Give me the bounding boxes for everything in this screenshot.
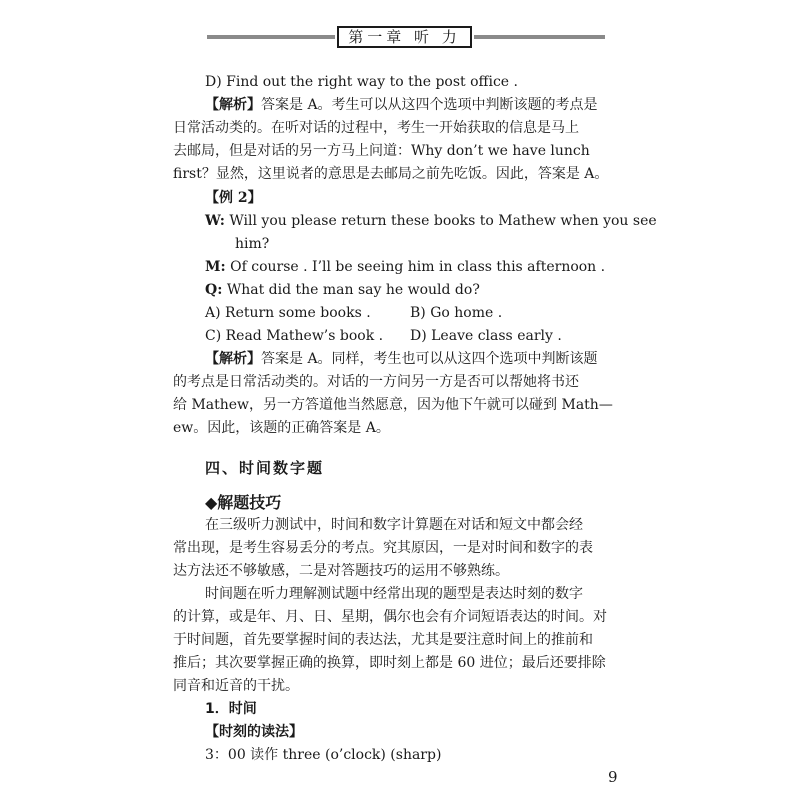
analysis-1-line-2: 日常活动类的。在听对话的过程中，考生一开始获取的信息是马上 [173, 120, 579, 136]
speaker-w-label: W: [205, 213, 225, 229]
analysis-1-label: 【解析】 [205, 97, 261, 113]
tips-heading: ◆解题技巧 [205, 493, 282, 512]
analysis-1-line-3: 去邮局，但是对话的另一方马上问道：Why don’t we have lunch [173, 143, 590, 159]
prev-option-d: D) Find out the right way to the post office . [205, 74, 518, 90]
dialog-w-line-1 [205, 210, 657, 233]
para-1-line-3: 达方法还不够敏感，二是对答题技巧的运用不够熟练。 [173, 563, 509, 579]
analysis-1-line-1 [205, 94, 598, 117]
para-2-line-2: 的计算，或是年、月、日、星期，偶尔也会有介词短语表达的时间。对 [173, 609, 607, 625]
analysis-2-line-3: 给 Mathew，另一方答道他当然愿意，因为他下午就可以碰到 Math— [173, 397, 613, 413]
analysis-2-text: 答案是 A。同样，考生也可以从这四个选项中判断该题 [261, 351, 598, 367]
section-four-title: 四、时间数字题 [205, 459, 325, 477]
analysis-1-line-4: first？显然，这里说者的意思是去邮局之前先吃饭。因此，答案是 A。 [173, 166, 609, 182]
question-line [205, 279, 480, 302]
question-label: Q: [205, 282, 223, 298]
header-rule-right [474, 35, 605, 39]
subsection-time: 1．时间 [205, 701, 257, 717]
option-b: B) Go home . [410, 305, 503, 321]
para-2-line-3: 于时间题，首先要掌握时间的表达法，尤其是要注意时间上的推前和 [173, 632, 593, 648]
time-reading-label: 【时刻的读法】 [205, 724, 303, 740]
dialog-m-line [205, 256, 605, 279]
option-c: C) Read Mathew’s book . [205, 328, 384, 344]
speaker-w-text: Will you please return these books to Mathew when you see [229, 213, 657, 229]
analysis-2-line-2: 的考点是日常活动类的。对话的一方问另一方是否可以帮她将书还 [173, 374, 579, 390]
chapter-title: 第一章 听 力 [337, 26, 472, 48]
para-1-line-2: 常出现，是考生容易丢分的考点。究其原因，一是对时间和数字的表 [173, 540, 593, 556]
para-2-line-4: 推后；其次要掌握正确的换算，即时刻上都是 60 进位；最后还要排除 [173, 655, 606, 671]
option-a: A) Return some books . [205, 305, 371, 321]
time-example: 3：00 读作 three (o’clock) (sharp) [205, 747, 442, 763]
header-rule-left [207, 35, 335, 39]
question-text: What did the man say he would do? [226, 282, 480, 298]
analysis-2-line-1 [205, 348, 598, 371]
analysis-1-text: 答案是 A。考生可以从这四个选项中判断该题的考点是 [261, 97, 598, 113]
option-d: D) Leave class early . [410, 328, 562, 344]
dialog-w-line-2: him? [235, 236, 270, 252]
speaker-m-label: M: [205, 259, 226, 275]
page-number: 9 [608, 768, 618, 786]
para-2-line-5: 同音和近音的干扰。 [173, 678, 299, 694]
analysis-2-line-4: ew。因此，该题的正确答案是 A。 [173, 420, 390, 436]
speaker-m-text: Of course . I’ll be seeing him in class this afternoon . [230, 259, 606, 275]
analysis-2-label: 【解析】 [205, 351, 261, 367]
para-2-line-1: 时间题在听力理解测试题中经常出现的题型是表达时刻的数字 [205, 586, 583, 602]
para-1-line-1: 在三级听力测试中，时间和数字计算题在对话和短文中都会经 [205, 517, 583, 533]
example-2-label: 【例 2】 [205, 190, 262, 206]
